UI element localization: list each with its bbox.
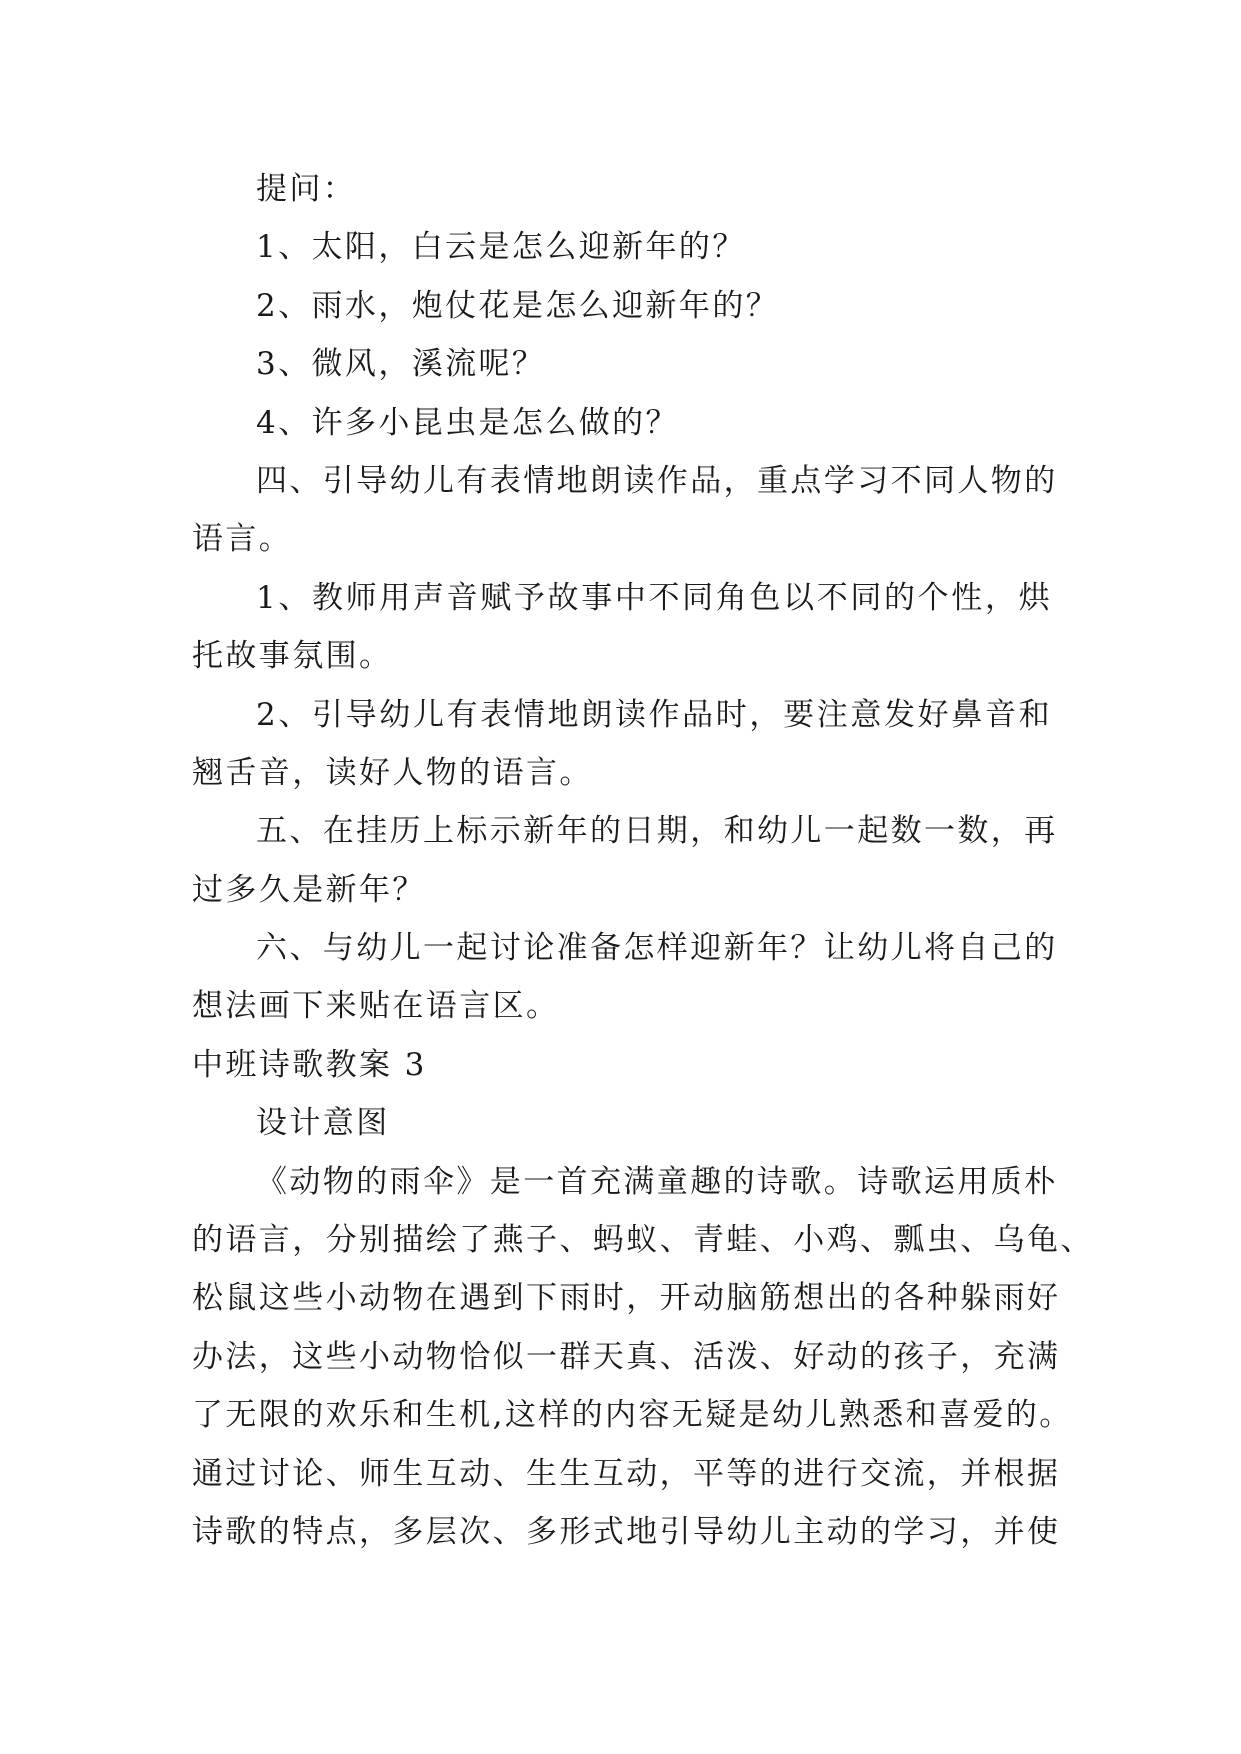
question-heading: 提问：	[256, 171, 357, 207]
subsection-heading: 设计意图	[256, 1105, 390, 1142]
paragraph-line: 诗歌的特点，多层次、多形式地引导幼儿主动的学习，并使	[192, 1513, 1061, 1550]
document-body	[192, 160, 1094, 1561]
question-item: 2、雨水，炮仗花是怎么迎新年的？	[256, 287, 780, 324]
paragraph-line: 托故事氛围。	[192, 638, 393, 675]
paragraph-line: 六、与幼儿一起讨论准备怎样迎新年？让幼儿将自己的	[256, 930, 1058, 967]
paragraph-line: 的语言，分别描绘了燕子、蚂蚁、青蛙、小鸡、瓢虫、乌龟、	[192, 1222, 1094, 1259]
paragraph-line: 通过讨论、师生互动、生生互动，平等的进行交流，并根据	[192, 1455, 1061, 1492]
paragraph-line: 过多久是新年？	[192, 871, 426, 908]
paragraph-line: 《动物的雨伞》是一首充满童趣的诗歌。诗歌运用质朴	[256, 1163, 1058, 1200]
question-item: 1、太阳，白云是怎么迎新年的？	[256, 229, 746, 266]
paragraph-line: 了无限的欢乐和生机,这样的内容无疑是幼儿熟悉和喜爱的。	[192, 1397, 1073, 1434]
paragraph-line: 2、引导幼儿有表情地朗读作品时，要注意发好鼻音和	[256, 696, 1052, 733]
section-title: 中班诗歌教案 3	[192, 1046, 427, 1083]
paragraph-line: 翘舌音，读好人物的语言。	[192, 754, 593, 791]
paragraph-line: 四、引导幼儿有表情地朗读作品，重点学习不同人物的	[256, 462, 1058, 499]
paragraph-line: 办法，这些小动物恰似一群天真、活泼、好动的孩子，充满	[192, 1338, 1061, 1375]
paragraph-line: 1、教师用声音赋予故事中不同角色以不同的个性，烘	[256, 579, 1052, 616]
paragraph-line: 五、在挂历上标示新年的日期，和幼儿一起数一数，再	[256, 813, 1058, 850]
paragraph-line: 松鼠这些小动物在遇到下雨时，开动脑筋想出的各种躲雨好	[192, 1280, 1061, 1317]
question-item: 4、许多小昆虫是怎么做的？	[256, 404, 679, 441]
question-item: 3、微风，溪流呢？	[256, 346, 546, 383]
paragraph-line: 语言。	[192, 521, 293, 558]
paragraph-line: 想法画下来贴在语言区。	[192, 988, 560, 1025]
